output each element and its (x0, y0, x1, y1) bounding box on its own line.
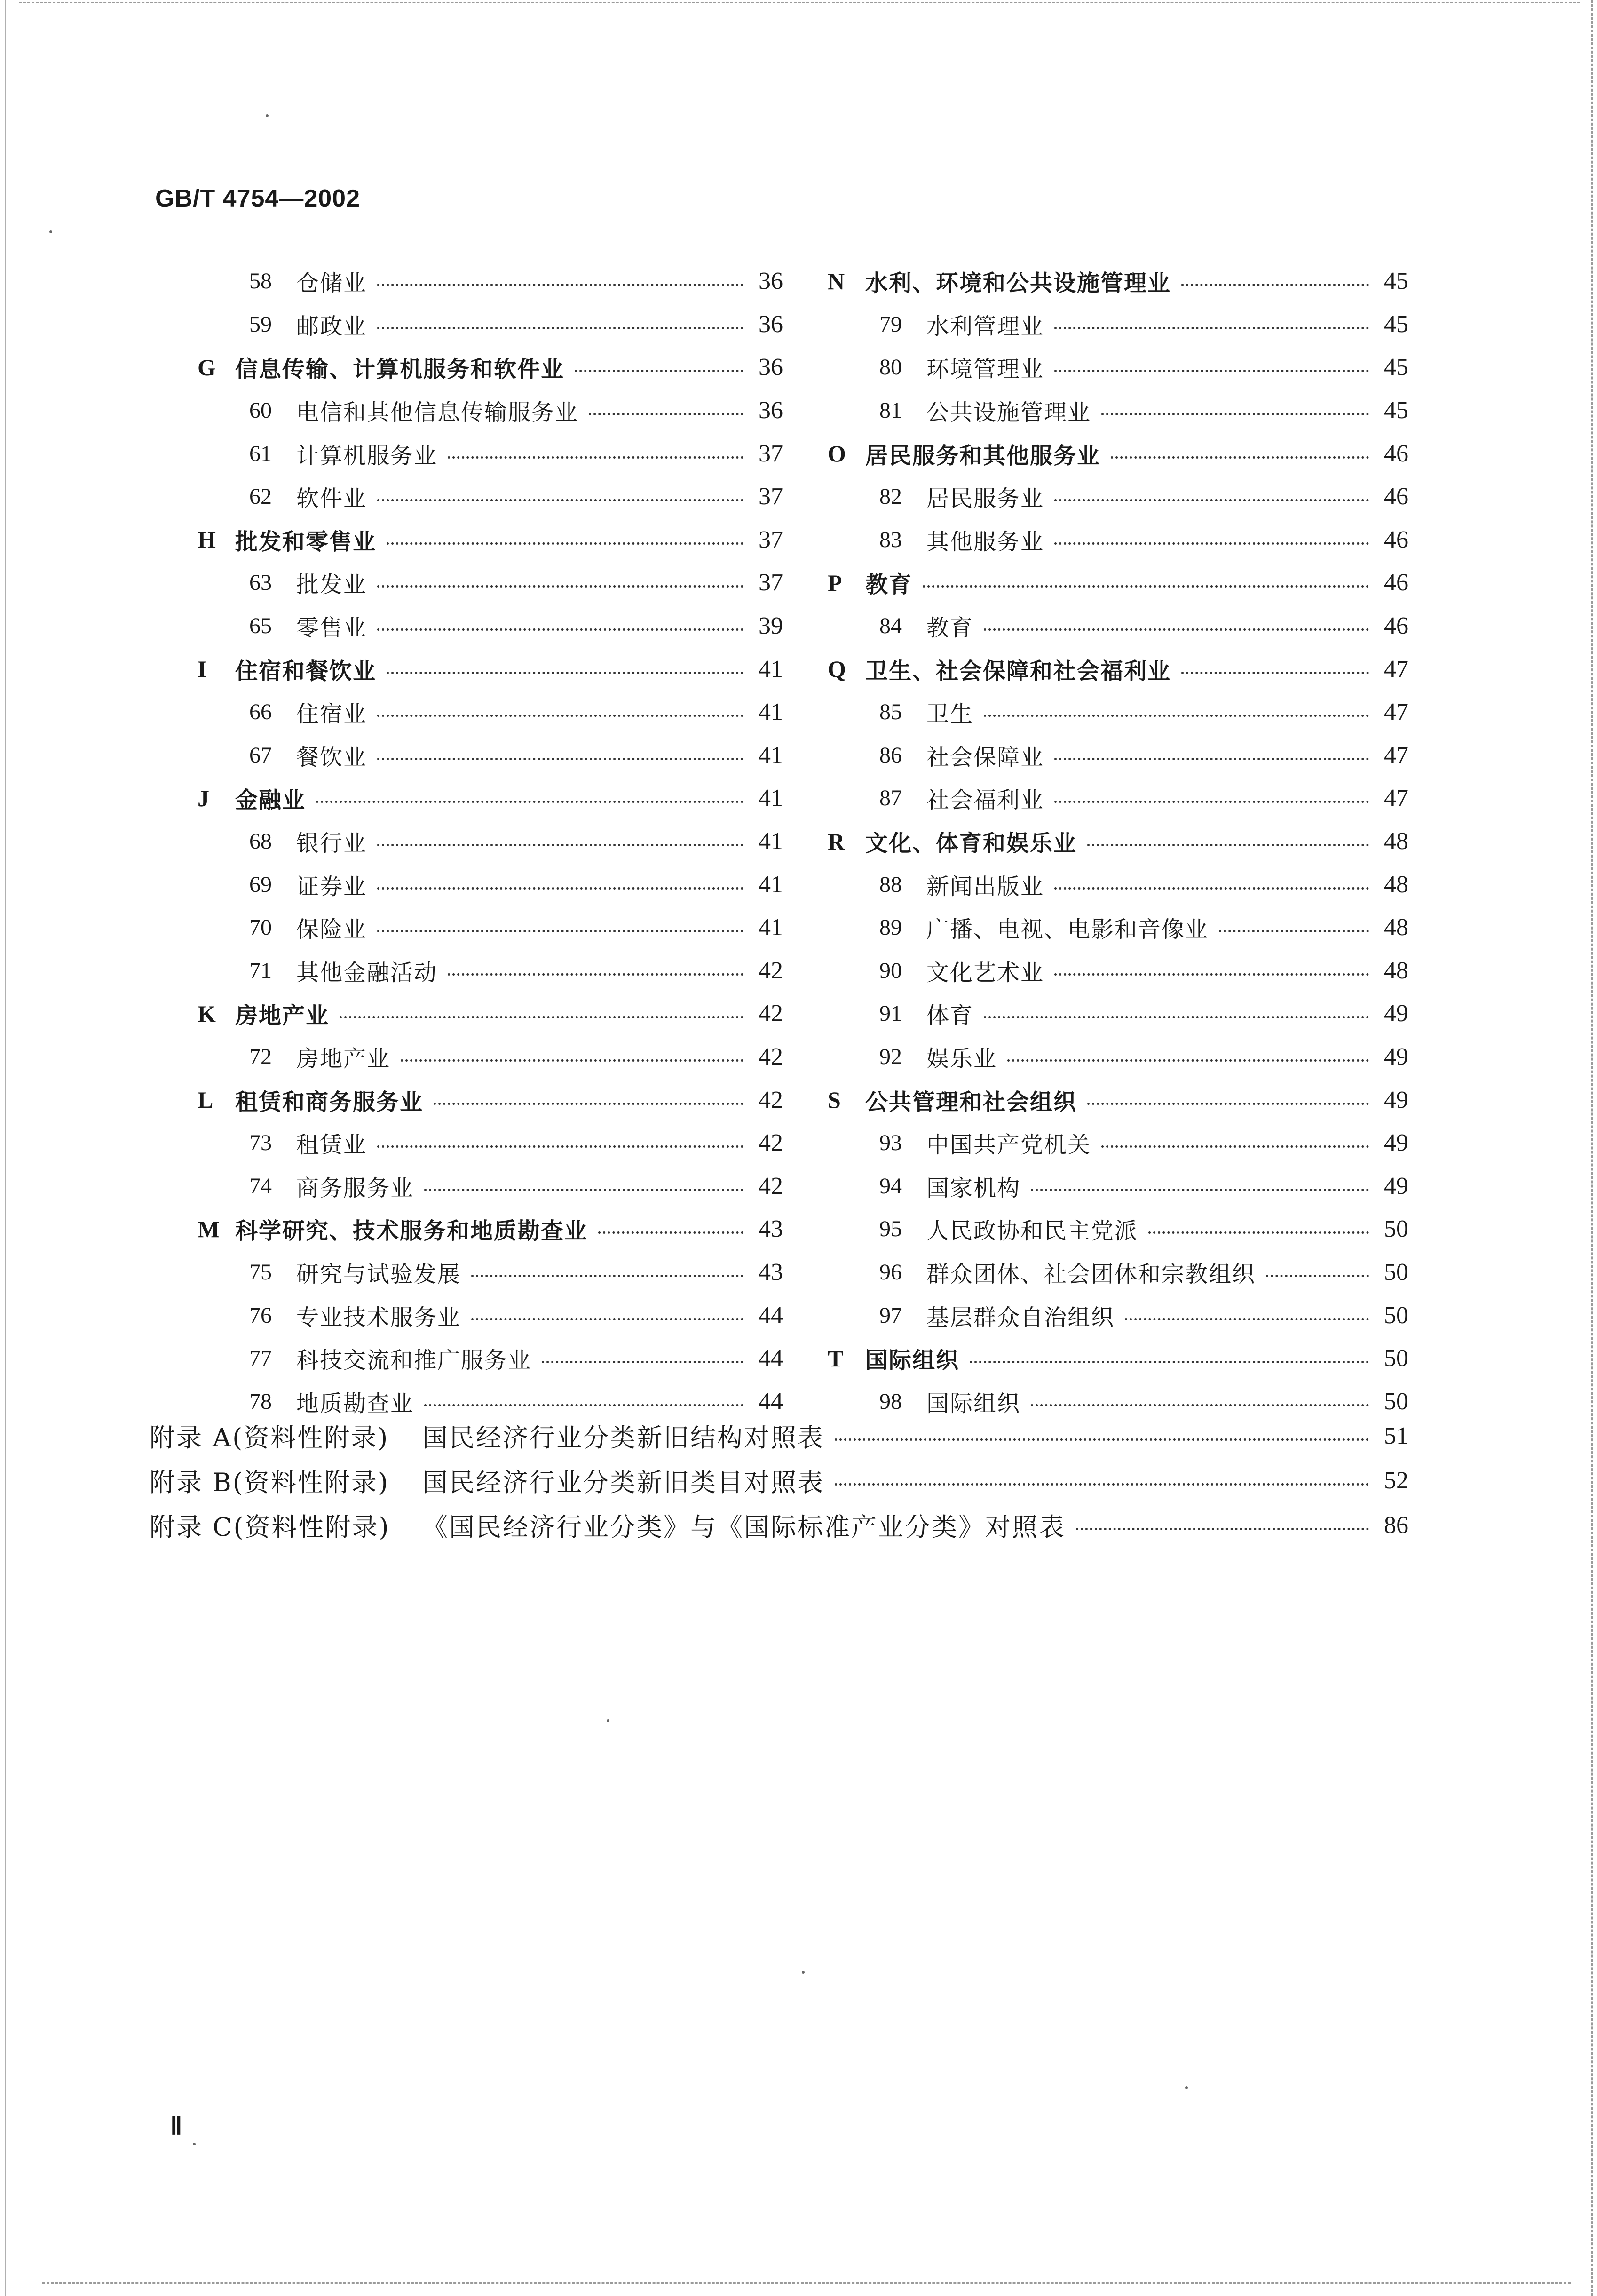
dot-leader (598, 1230, 743, 1234)
toc-entry-title: 环境管理业 (926, 356, 1044, 383)
toc-subsection-row[interactable] (198, 475, 783, 518)
toc-subsection-row[interactable] (828, 992, 1408, 1035)
toc-subsection-row[interactable] (198, 1294, 783, 1337)
subsection-code: 75 (249, 1259, 272, 1285)
toc-subsection-row[interactable] (828, 604, 1408, 648)
toc-subsection-row[interactable] (828, 1121, 1408, 1165)
appendix-row[interactable] (150, 1503, 1408, 1548)
section-letter: Q (828, 656, 846, 683)
toc-page-number: 37 (759, 483, 783, 510)
dot-leader (1181, 670, 1369, 674)
toc-subsection-row[interactable] (828, 1294, 1408, 1337)
toc-page-number: 41 (759, 655, 783, 683)
toc-entry-title: 地质勘查业 (296, 1390, 414, 1417)
toc-page-number: 47 (1384, 785, 1408, 812)
subsection-code: 65 (249, 613, 272, 639)
toc-page-number: 46 (1384, 569, 1408, 596)
subsection-code: 69 (249, 872, 272, 897)
dot-leader (377, 627, 743, 631)
toc-page-number: 48 (1384, 914, 1408, 941)
dot-leader (1054, 497, 1369, 501)
subsection-code: 78 (249, 1389, 272, 1414)
toc-page-number: 43 (759, 1216, 783, 1243)
dot-leader (448, 971, 743, 976)
section-letter: S (828, 1087, 841, 1113)
dot-leader (424, 1187, 743, 1191)
scan-edge-left (5, 0, 6, 2296)
dot-leader (1219, 928, 1369, 932)
toc-subsection-row[interactable] (198, 432, 783, 475)
toc-entry-title: 科学研究、技术服务和地质勘查业 (235, 1218, 588, 1245)
dot-leader (471, 1316, 743, 1320)
toc-page-number: 44 (759, 1388, 783, 1415)
subsection-code: 97 (879, 1303, 902, 1328)
section-letter: N (828, 268, 845, 294)
subsection-code: 88 (879, 872, 902, 897)
toc-entry-title: 商务服务业 (296, 1175, 414, 1201)
toc-subsection-row[interactable] (828, 346, 1408, 389)
appendix-title: 国民经济行业分类新旧结构对照表 (422, 1423, 824, 1453)
dot-leader (316, 799, 743, 803)
toc-entry-title: 保险业 (296, 916, 367, 943)
toc-subsection-row[interactable] (198, 389, 783, 432)
toc-entry-title: 群众团体、社会团体和宗教组织 (926, 1261, 1256, 1287)
toc-page-number: 36 (759, 354, 783, 381)
toc-left-column (198, 260, 783, 1423)
toc-section-row[interactable] (198, 647, 783, 691)
subsection-code: 86 (879, 742, 902, 768)
toc-page-number: 36 (759, 310, 783, 338)
section-letter: M (198, 1216, 220, 1242)
toc-page-number: 48 (1384, 957, 1408, 984)
toc-subsection-row[interactable] (828, 389, 1408, 432)
toc-subsection-row[interactable] (198, 604, 783, 648)
toc-page-number: 37 (759, 526, 783, 553)
subsection-code: 59 (249, 311, 272, 337)
toc-entry-title: 人民政协和民主党派 (926, 1218, 1138, 1245)
dot-leader (387, 540, 743, 545)
appendix-page-number: 86 (1384, 1512, 1408, 1539)
appendix-row[interactable] (150, 1414, 1408, 1458)
toc-entry-title: 社会福利业 (926, 787, 1044, 814)
toc-entry-title: 新闻出版业 (926, 873, 1044, 900)
toc-section-row[interactable] (828, 820, 1408, 863)
dot-leader (1087, 842, 1369, 846)
toc-page-number: 42 (759, 1129, 783, 1157)
toc-section-row[interactable] (198, 518, 783, 562)
toc-page-number: 41 (759, 871, 783, 898)
appendix-row[interactable] (150, 1458, 1408, 1503)
toc-section-row[interactable] (828, 561, 1408, 604)
toc-page-number: 49 (1384, 1043, 1408, 1070)
toc-subsection-row[interactable] (828, 949, 1408, 993)
subsection-code: 71 (249, 958, 272, 983)
dot-leader (377, 282, 743, 286)
toc-entry-title: 餐饮业 (296, 744, 367, 771)
section-letter: J (198, 785, 209, 811)
toc-page-number: 50 (1384, 1258, 1408, 1286)
subsection-code: 85 (879, 699, 902, 725)
toc-page-number: 45 (1384, 354, 1408, 381)
toc-subsection-row[interactable] (198, 734, 783, 777)
section-letter: I (198, 656, 207, 683)
appendix-label: 附录 B(资料性附录) (150, 1468, 389, 1497)
toc-page-number: 44 (759, 1345, 783, 1372)
toc-subsection-row[interactable] (198, 820, 783, 863)
toc-entry-title: 信息传输、计算机服务和软件业 (235, 356, 565, 383)
section-letter: T (828, 1345, 844, 1372)
toc-section-row[interactable] (828, 1078, 1408, 1121)
dot-leader (377, 583, 743, 588)
toc-entry-title: 教育 (926, 615, 974, 642)
dot-leader (1111, 454, 1369, 459)
dot-leader (1125, 1316, 1369, 1320)
dot-leader (1087, 1101, 1369, 1105)
toc-entry-title: 文化、体育和娱乐业 (865, 830, 1077, 857)
section-letter: R (828, 828, 845, 855)
toc-subsection-row[interactable] (828, 734, 1408, 777)
toc-subsection-row[interactable] (198, 1121, 783, 1165)
dot-leader (471, 1273, 743, 1277)
subsection-code: 81 (879, 398, 902, 423)
toc-section-row[interactable] (828, 260, 1408, 303)
toc-entry-title: 水利管理业 (926, 313, 1044, 340)
toc-page-number: 46 (1384, 440, 1408, 467)
toc-page-number: 47 (1384, 741, 1408, 769)
toc-page-number: 49 (1384, 1129, 1408, 1157)
toc-section-row[interactable] (198, 992, 783, 1035)
appendix-page-number: 51 (1384, 1422, 1408, 1449)
appendix-title: 《国民经济行业分类》与《国际标准产业分类》对照表 (422, 1512, 1066, 1542)
toc-entry-title: 住宿和餐饮业 (235, 658, 377, 684)
dot-leader (340, 1014, 743, 1018)
toc-subsection-row[interactable] (198, 691, 783, 734)
dot-leader (1054, 971, 1369, 976)
toc-section-row[interactable] (198, 1208, 783, 1251)
subsection-code: 63 (249, 570, 272, 596)
subsection-code: 76 (249, 1303, 272, 1328)
toc-right-column (828, 260, 1408, 1423)
toc-section-row[interactable] (828, 1337, 1408, 1380)
dot-leader (1054, 540, 1369, 545)
toc-entry-title: 社会保障业 (926, 744, 1044, 771)
toc-page-number: 47 (1384, 655, 1408, 683)
section-letter: O (828, 440, 846, 467)
subsection-code: 58 (249, 269, 272, 294)
dot-leader (401, 1057, 743, 1062)
toc-page-number: 48 (1384, 871, 1408, 898)
dot-leader (424, 1402, 743, 1406)
dot-leader (448, 454, 743, 459)
toc-entry-title: 公共管理和社会组织 (865, 1088, 1077, 1115)
toc-entry-title: 计算机服务业 (296, 442, 438, 469)
subsection-code: 84 (879, 613, 902, 639)
dot-leader (1054, 368, 1369, 372)
scan-speck (193, 2143, 196, 2145)
toc-page-number: 45 (1384, 310, 1408, 338)
toc-entry-title: 中国共产党机关 (926, 1132, 1091, 1159)
dot-leader (1266, 1273, 1369, 1277)
dot-leader (1054, 799, 1369, 803)
toc-entry-title: 广播、电视、电影和音像业 (926, 916, 1209, 943)
toc-entry-title: 金融业 (235, 787, 306, 814)
toc-page-number: 41 (759, 785, 783, 812)
toc-entry-title: 零售业 (296, 615, 367, 642)
toc-entry-title: 批发业 (296, 572, 367, 598)
toc-page-number: 37 (759, 440, 783, 467)
toc-subsection-row[interactable] (828, 863, 1408, 906)
section-letter: G (198, 354, 216, 381)
dot-leader (377, 885, 743, 890)
scan-speck (802, 1971, 805, 1974)
scan-speck (266, 114, 269, 117)
subsection-code: 96 (879, 1259, 902, 1285)
toc-entry-title: 水利、环境和公共设施管理业 (865, 270, 1171, 297)
toc-subsection-row[interactable] (198, 1164, 783, 1208)
toc-subsection-row[interactable] (828, 518, 1408, 562)
toc-entry-title: 仓储业 (296, 270, 367, 297)
appendix-page-number: 52 (1384, 1467, 1408, 1494)
dot-leader (1031, 1187, 1369, 1191)
subsection-code: 79 (879, 311, 902, 337)
toc-section-row[interactable] (198, 1078, 783, 1121)
dot-leader (835, 1437, 1369, 1441)
standard-number: GB/T 4754—2002 (155, 185, 361, 212)
scan-edge-bottom (42, 2282, 1571, 2284)
subsection-code: 67 (249, 742, 272, 768)
subsection-code: 95 (879, 1216, 902, 1242)
subsection-code: 93 (879, 1130, 902, 1156)
toc-entry-title: 科技交流和推广服务业 (296, 1347, 532, 1374)
section-letter: P (828, 569, 842, 596)
toc-subsection-row[interactable] (828, 1035, 1408, 1079)
toc-entry-title: 电信和其他信息传输服务业 (296, 399, 579, 426)
toc-page-number: 44 (759, 1302, 783, 1329)
dot-leader (1054, 325, 1369, 329)
scan-speck (49, 230, 52, 233)
toc-page-number: 36 (759, 268, 783, 295)
appendix-label: 附录 C(资料性附录) (150, 1512, 390, 1542)
dot-leader (377, 756, 743, 760)
toc-section-row[interactable] (828, 432, 1408, 475)
dot-leader (377, 713, 743, 717)
dot-leader (387, 670, 743, 674)
subsection-code: 87 (879, 786, 902, 811)
toc-page-number: 42 (759, 957, 783, 984)
toc-subsection-row[interactable] (198, 561, 783, 604)
toc-page-number: 41 (759, 699, 783, 726)
toc-page-number: 42 (759, 1043, 783, 1070)
toc-subsection-row[interactable] (828, 1164, 1408, 1208)
subsection-code: 74 (249, 1173, 272, 1199)
dot-leader (434, 1101, 743, 1105)
dot-leader (1054, 756, 1369, 760)
dot-leader (377, 842, 743, 846)
dot-leader (835, 1481, 1369, 1486)
dot-leader (575, 368, 743, 372)
toc-entry-title: 其他金融活动 (296, 959, 438, 986)
dot-leader (542, 1359, 743, 1363)
toc-subsection-row[interactable] (828, 1208, 1408, 1251)
toc-page-number: 43 (759, 1258, 783, 1286)
toc-entry-title: 批发和零售业 (235, 528, 377, 555)
dot-leader (377, 325, 743, 329)
toc-page-number: 46 (1384, 612, 1408, 640)
toc-page-number: 45 (1384, 268, 1408, 295)
toc-entry-title: 居民服务和其他服务业 (865, 442, 1101, 469)
toc-entry-title: 基层群众自治组织 (926, 1304, 1115, 1331)
toc-entry-title: 其他服务业 (926, 528, 1044, 555)
toc-entry-title: 租赁业 (296, 1132, 367, 1159)
page-number: Ⅱ (170, 2113, 182, 2140)
subsection-code: 90 (879, 958, 902, 983)
toc-section-row[interactable] (198, 777, 783, 820)
toc-subsection-row[interactable] (828, 475, 1408, 518)
toc-subsection-row[interactable] (828, 1251, 1408, 1294)
scan-speck (607, 1719, 609, 1722)
dot-leader (1031, 1402, 1369, 1406)
appendix-label: 附录 A(资料性附录) (150, 1423, 389, 1453)
scan-speck (1185, 2086, 1188, 2089)
section-letter: K (198, 1000, 216, 1027)
toc-subsection-row[interactable] (828, 303, 1408, 346)
subsection-code: 66 (249, 699, 272, 725)
toc-entry-title: 租赁和商务服务业 (235, 1088, 424, 1115)
toc-page-number: 50 (1384, 1302, 1408, 1329)
toc-page-number: 49 (1384, 1172, 1408, 1200)
subsection-code: 62 (249, 484, 272, 509)
toc-entry-title: 证券业 (296, 873, 367, 900)
toc-entry-title: 研究与试验发展 (296, 1261, 461, 1287)
toc-page-number: 42 (759, 1086, 783, 1113)
toc-entry-title: 邮政业 (296, 313, 367, 340)
dot-leader (1148, 1230, 1369, 1234)
toc-entry-title: 卫生、社会保障和社会福利业 (865, 658, 1171, 684)
dot-leader (377, 928, 743, 932)
subsection-code: 72 (249, 1044, 272, 1069)
dot-leader (1101, 1144, 1369, 1148)
toc-page-number: 36 (759, 397, 783, 424)
dot-leader (377, 1144, 743, 1148)
subsection-code: 91 (879, 1001, 902, 1026)
toc-page-number: 48 (1384, 828, 1408, 855)
subsection-code: 70 (249, 915, 272, 940)
toc-entry-title: 文化艺术业 (926, 959, 1044, 986)
toc-entry-title: 国际组织 (865, 1347, 960, 1374)
dot-leader (1007, 1057, 1369, 1062)
subsection-code: 80 (879, 355, 902, 380)
toc-page-number: 47 (1384, 699, 1408, 726)
toc-entry-title: 房地产业 (235, 1002, 330, 1029)
toc-page-number: 41 (759, 741, 783, 769)
toc-entry-title: 专业技术服务业 (296, 1304, 461, 1331)
subsection-code: 92 (879, 1044, 902, 1069)
toc-page-number: 41 (759, 828, 783, 855)
subsection-code: 98 (879, 1389, 902, 1414)
dot-leader (984, 627, 1369, 631)
subsection-code: 60 (249, 398, 272, 423)
toc-subsection-row[interactable] (198, 1035, 783, 1079)
dot-leader (1101, 411, 1369, 415)
dot-leader (1181, 282, 1369, 286)
toc-entry-title: 卫生 (926, 701, 974, 728)
toc-subsection-row[interactable] (198, 906, 783, 949)
toc-page-number: 46 (1384, 526, 1408, 553)
appendix-title: 国民经济行业分类新旧类目对照表 (422, 1468, 824, 1497)
toc-subsection-row[interactable] (828, 906, 1408, 949)
dot-leader (377, 497, 743, 501)
toc-entry-title: 国际组织 (926, 1390, 1021, 1417)
toc-entry-title: 住宿业 (296, 701, 367, 728)
toc-page-number: 39 (759, 612, 783, 640)
toc-subsection-row[interactable] (828, 691, 1408, 734)
toc-entry-title: 娱乐业 (926, 1045, 997, 1072)
toc-entry-title: 银行业 (296, 830, 367, 857)
toc-subsection-row[interactable] (198, 949, 783, 993)
subsection-code: 73 (249, 1130, 272, 1156)
subsection-code: 89 (879, 915, 902, 940)
subsection-code: 68 (249, 829, 272, 854)
toc-page-number: 50 (1384, 1345, 1408, 1372)
toc-page-number: 50 (1384, 1388, 1408, 1415)
scan-edge-right (1591, 0, 1593, 2296)
section-letter: L (198, 1087, 213, 1113)
toc-page-number: 46 (1384, 483, 1408, 510)
toc-subsection-row[interactable] (198, 303, 783, 346)
toc-subsection-row[interactable] (198, 863, 783, 906)
subsection-code: 61 (249, 441, 272, 466)
dot-leader (923, 583, 1369, 588)
toc-page-number: 49 (1384, 1000, 1408, 1027)
dot-leader (984, 713, 1369, 717)
toc-entry-title: 教育 (865, 572, 913, 598)
toc-page-number: 49 (1384, 1086, 1408, 1113)
subsection-code: 94 (879, 1173, 902, 1199)
toc-entry-title: 居民服务业 (926, 485, 1044, 512)
appendix-list (150, 1414, 1408, 1548)
toc-subsection-row[interactable] (198, 260, 783, 303)
subsection-code: 77 (249, 1346, 272, 1371)
toc-page-number: 41 (759, 914, 783, 941)
toc-entry-title: 国家机构 (926, 1175, 1021, 1201)
dot-leader (1054, 885, 1369, 890)
toc-section-row[interactable] (828, 647, 1408, 691)
dot-leader (589, 411, 743, 415)
toc-entry-title: 公共设施管理业 (926, 399, 1091, 426)
dot-leader (1076, 1526, 1369, 1530)
subsection-code: 83 (879, 527, 902, 552)
toc-entry-title: 软件业 (296, 485, 367, 512)
toc-subsection-row[interactable] (198, 1251, 783, 1294)
toc-page-number: 45 (1384, 397, 1408, 424)
toc-page-number: 50 (1384, 1216, 1408, 1243)
section-letter: H (198, 526, 216, 553)
dot-leader (984, 1014, 1369, 1018)
subsection-code: 82 (879, 484, 902, 509)
scan-edge-top (19, 2, 1580, 3)
toc-subsection-row[interactable] (198, 1337, 783, 1380)
dot-leader (970, 1359, 1369, 1363)
toc-entry-title: 房地产业 (296, 1045, 391, 1072)
toc-subsection-row[interactable] (828, 777, 1408, 820)
toc-page-number: 42 (759, 1172, 783, 1200)
toc-page-number: 37 (759, 569, 783, 596)
toc-page-number: 42 (759, 1000, 783, 1027)
toc-section-row[interactable] (198, 346, 783, 389)
toc-entry-title: 体育 (926, 1002, 974, 1029)
